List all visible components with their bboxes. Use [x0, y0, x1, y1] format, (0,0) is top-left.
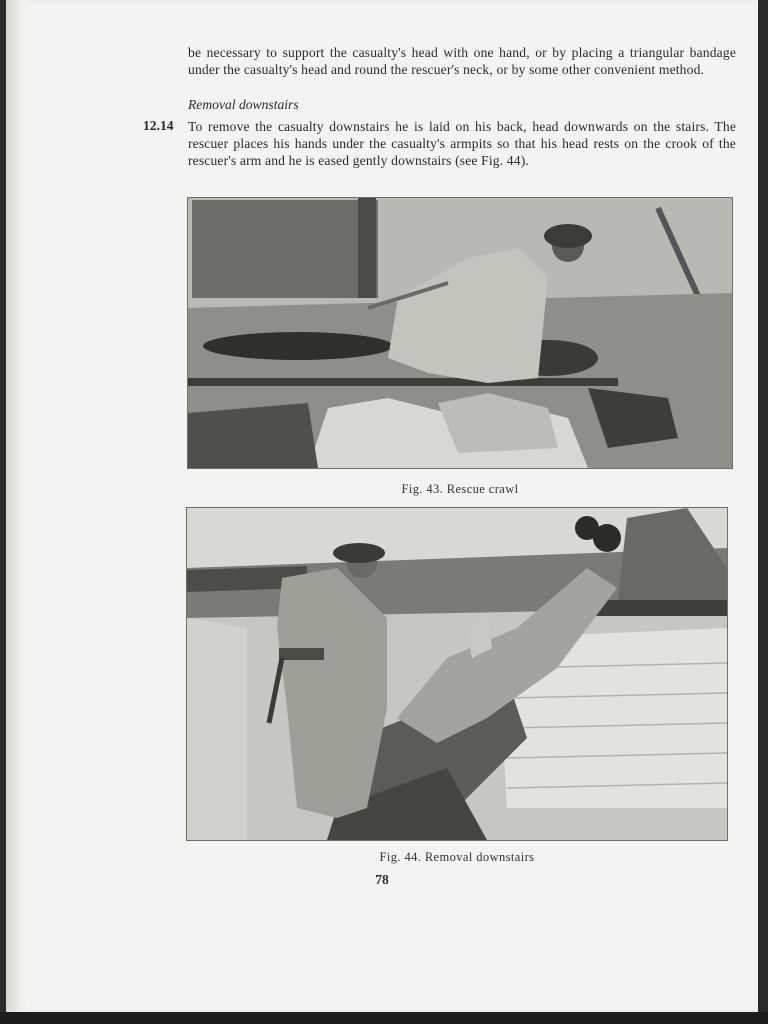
- paragraph-number: 12.14: [143, 118, 174, 133]
- continued-paragraph: be necessary to support the casualty's head with one hand, or by placing a triangular bandage under the casualty's head and round the rescuer's neck, or by some other convenient method.: [188, 45, 736, 77]
- figure-43-caption: Fig. 43. Rescue crawl: [401, 482, 519, 496]
- figure-44-caption: Fig. 44. Removal downstairs: [379, 850, 535, 864]
- page-binding-edge: [6, 0, 28, 1012]
- book-page: [6, 0, 758, 1012]
- figure-43-photo: [188, 198, 732, 468]
- paragraph-text: To remove the casualty downstairs he is laid on his back, head downwards on the stairs. The rescuer places his hands under the casualty's armpits so that his head rests on the crook of the rescuer's arm and he is eased gently downstairs (see Fig. 44).: [188, 119, 736, 168]
- section-heading: Removal downstairs: [188, 97, 299, 112]
- figure-44-photo: [187, 508, 727, 840]
- page-number: 78: [375, 872, 389, 887]
- scan-bottom-edge: [0, 1012, 768, 1024]
